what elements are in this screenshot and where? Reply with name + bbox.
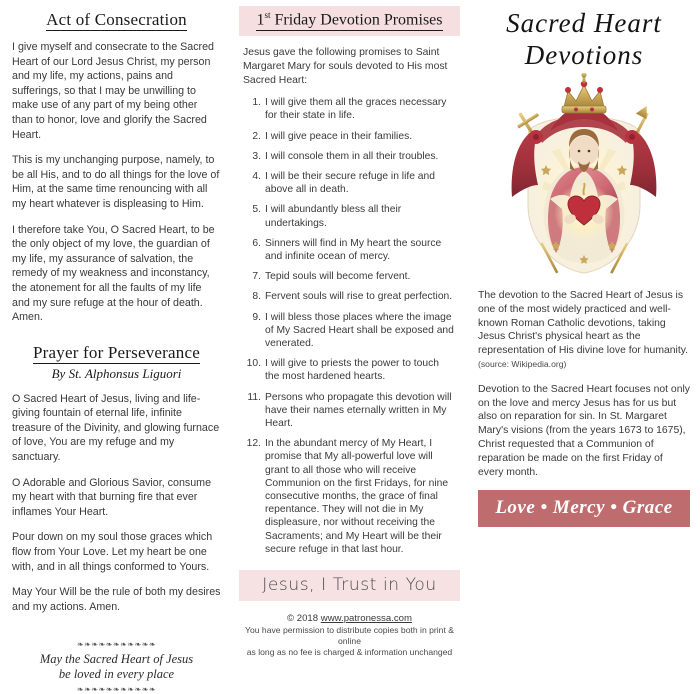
consecration-paragraph-2: This is my unchanging purpose, namely, to be all His, and to do all things for the love of Him, at the same time renouncing with all my heart whatever is displeasing to Him. xyxy=(12,154,220,210)
copyright-block xyxy=(243,613,456,658)
right-column xyxy=(466,0,700,542)
first-friday-title-rest: Friday Devotion Promises xyxy=(270,11,443,29)
jesus-i-trust-in-you-text: Jesus, I Trust in You xyxy=(262,575,437,595)
prayer-for-perseverance-heading-text: Prayer for Perseverance xyxy=(33,342,200,362)
promises-intro: Jesus gave the following promises to Saint Margaret Mary for souls devoted to His most Sacred Heart: xyxy=(243,47,448,86)
prayer-for-perseverance-heading xyxy=(12,343,221,363)
cover-title-line-2: Devotions xyxy=(524,39,644,70)
reparation-paragraph: Devotion to the Sacred Heart focuses not only on the love and mercy Jesus has for us but also on reparation for sin. In St. Margaret Mary's visions (from the years 1673 to 1675), Christ requested that a Communion of reparation be made on the first Friday of every month. xyxy=(478,383,690,478)
blessing-line-1: May the Sacred Heart of Jesus xyxy=(39,652,194,667)
prayer-paragraph-3: Pour down on my soul those graces which flow from Your Love. Let my heart be one with, and in all things conformed to Yours. xyxy=(12,531,213,573)
promise-item: Persons who propagate this devotion will have their names eternally written in My Heart. xyxy=(265,391,452,429)
promise-item: I will console them in all their troubles. xyxy=(265,150,439,162)
face xyxy=(569,136,599,166)
rosette-right-center xyxy=(629,134,635,140)
rosette-left-center xyxy=(533,134,539,140)
promises-list xyxy=(243,96,456,556)
love-mercy-grace-text: Love • Mercy • Grace xyxy=(495,497,673,519)
first-friday-title-number: 1 xyxy=(256,11,265,29)
website-link[interactable]: www.patronessa.com xyxy=(320,613,412,624)
promise-item: I will give them all the graces necessary for their state in life. xyxy=(265,97,447,122)
prayer-byline: By St. Alphonsus Liguori xyxy=(51,365,182,381)
devotion-description-text: The devotion to the Sacred Heart of Jesus is one of the most widely practiced and well-known Roman Catholic devotions, taking Jesus Christ's physical heart as the representation of His divine love for humanity. xyxy=(478,290,689,357)
permission-line-1: You have permission to distribute copies both in print & online xyxy=(245,625,454,646)
jesus-i-trust-in-you-band xyxy=(239,570,460,601)
promise-item: I will abundantly bless all their undertakings. xyxy=(265,204,402,229)
eye-left xyxy=(578,150,581,153)
copyright-line xyxy=(243,613,456,625)
ornament-divider-bottom: ❧❧❧❧❧❧❧❧❧❧❧ xyxy=(76,685,157,694)
crown-icon xyxy=(562,73,606,113)
sacred-heart-of-jesus-illustration xyxy=(486,73,682,281)
promise-item: I will bless those places where the image of My Sacred Heart shall be exposed and venerated. xyxy=(265,311,454,349)
act-of-consecration-heading-text: Act of Consecration xyxy=(46,10,187,29)
blessing-block xyxy=(12,640,221,694)
eye-right xyxy=(588,150,591,153)
permission-line-2: as long as no fee is charged & information unchanged xyxy=(246,647,453,657)
devotion-description-source: (source: Wikipedia.org) xyxy=(478,359,567,370)
consecration-paragraph-3: I therefore take You, O Sacred Heart, to be the only object of my love, the guardian of my life, my assurance of salvation, the remedy of my weakness and inconstancy, the atonement for all the faults of my life and my sure refuge at the hour of death. Amen. xyxy=(12,223,215,324)
cover-title xyxy=(478,10,690,69)
sacred-heart-artwork xyxy=(478,73,690,281)
prayer-paragraph-4: May Your Will be the rule of both my desires and my actions. Amen. xyxy=(12,586,221,613)
promise-item: Tepid souls will become fervent. xyxy=(265,271,411,283)
first-friday-title xyxy=(256,10,442,31)
prayer-paragraph-2: O Adorable and Glorious Savior, consume my heart with that burning fire that ever inflames Your Heart. xyxy=(12,476,212,518)
prayer-paragraph-1: O Sacred Heart of Jesus, living and life-giving fountain of eternal life, infinite treasure of the Divinity, and glowing furnace of love, You are my refuge and my sanctuary. xyxy=(12,392,220,464)
promise-item: In the abundant mercy of My Heart, I promise that My all-powerful love will grant to all those who will receive Communion on the first Fridays, for nine consecutive months, the grace of final repentance. They will not die in My displeasure, nor without receiving the Sacraments; and My Heart will be their secure refuge in that last hour. xyxy=(265,438,449,555)
promise-item: I will give to priests the power to touch the most hardened hearts. xyxy=(265,358,439,383)
promise-item: Fervent souls will rise to great perfection. xyxy=(265,291,453,303)
first-friday-header-band xyxy=(239,6,460,36)
heart-flame xyxy=(583,183,584,195)
love-mercy-grace-band xyxy=(478,490,690,527)
blessing-line-2: be loved in every place xyxy=(58,666,175,681)
act-of-consecration-heading xyxy=(12,10,221,30)
promise-item: Sinners will find in My heart the source and infinite ocean of mercy. xyxy=(265,237,442,262)
copyright-year: © 2018 xyxy=(287,613,321,624)
consecration-paragraph-1: I give myself and consecrate to the Sacred Heart of our Lord Jesus Christ, my person and my life, my actions, pains and sufferings, so that I may be unwilling to make use of any part of my being other than to honor, love and glorify the Sacred Heart. xyxy=(12,41,214,141)
left-column xyxy=(0,0,233,694)
cover-title-line-1: Sacred Heart xyxy=(506,8,662,38)
middle-column xyxy=(233,0,466,657)
promise-item: I will be their secure refuge in life and above all in death. xyxy=(265,170,435,196)
first-friday-title-ordinal: st xyxy=(264,10,271,20)
ornament-divider-top: ❧❧❧❧❧❧❧❧❧❧❧ xyxy=(76,640,157,650)
promise-item: I will give peace in their families. xyxy=(265,130,413,142)
devotion-description-paragraph xyxy=(478,289,690,372)
